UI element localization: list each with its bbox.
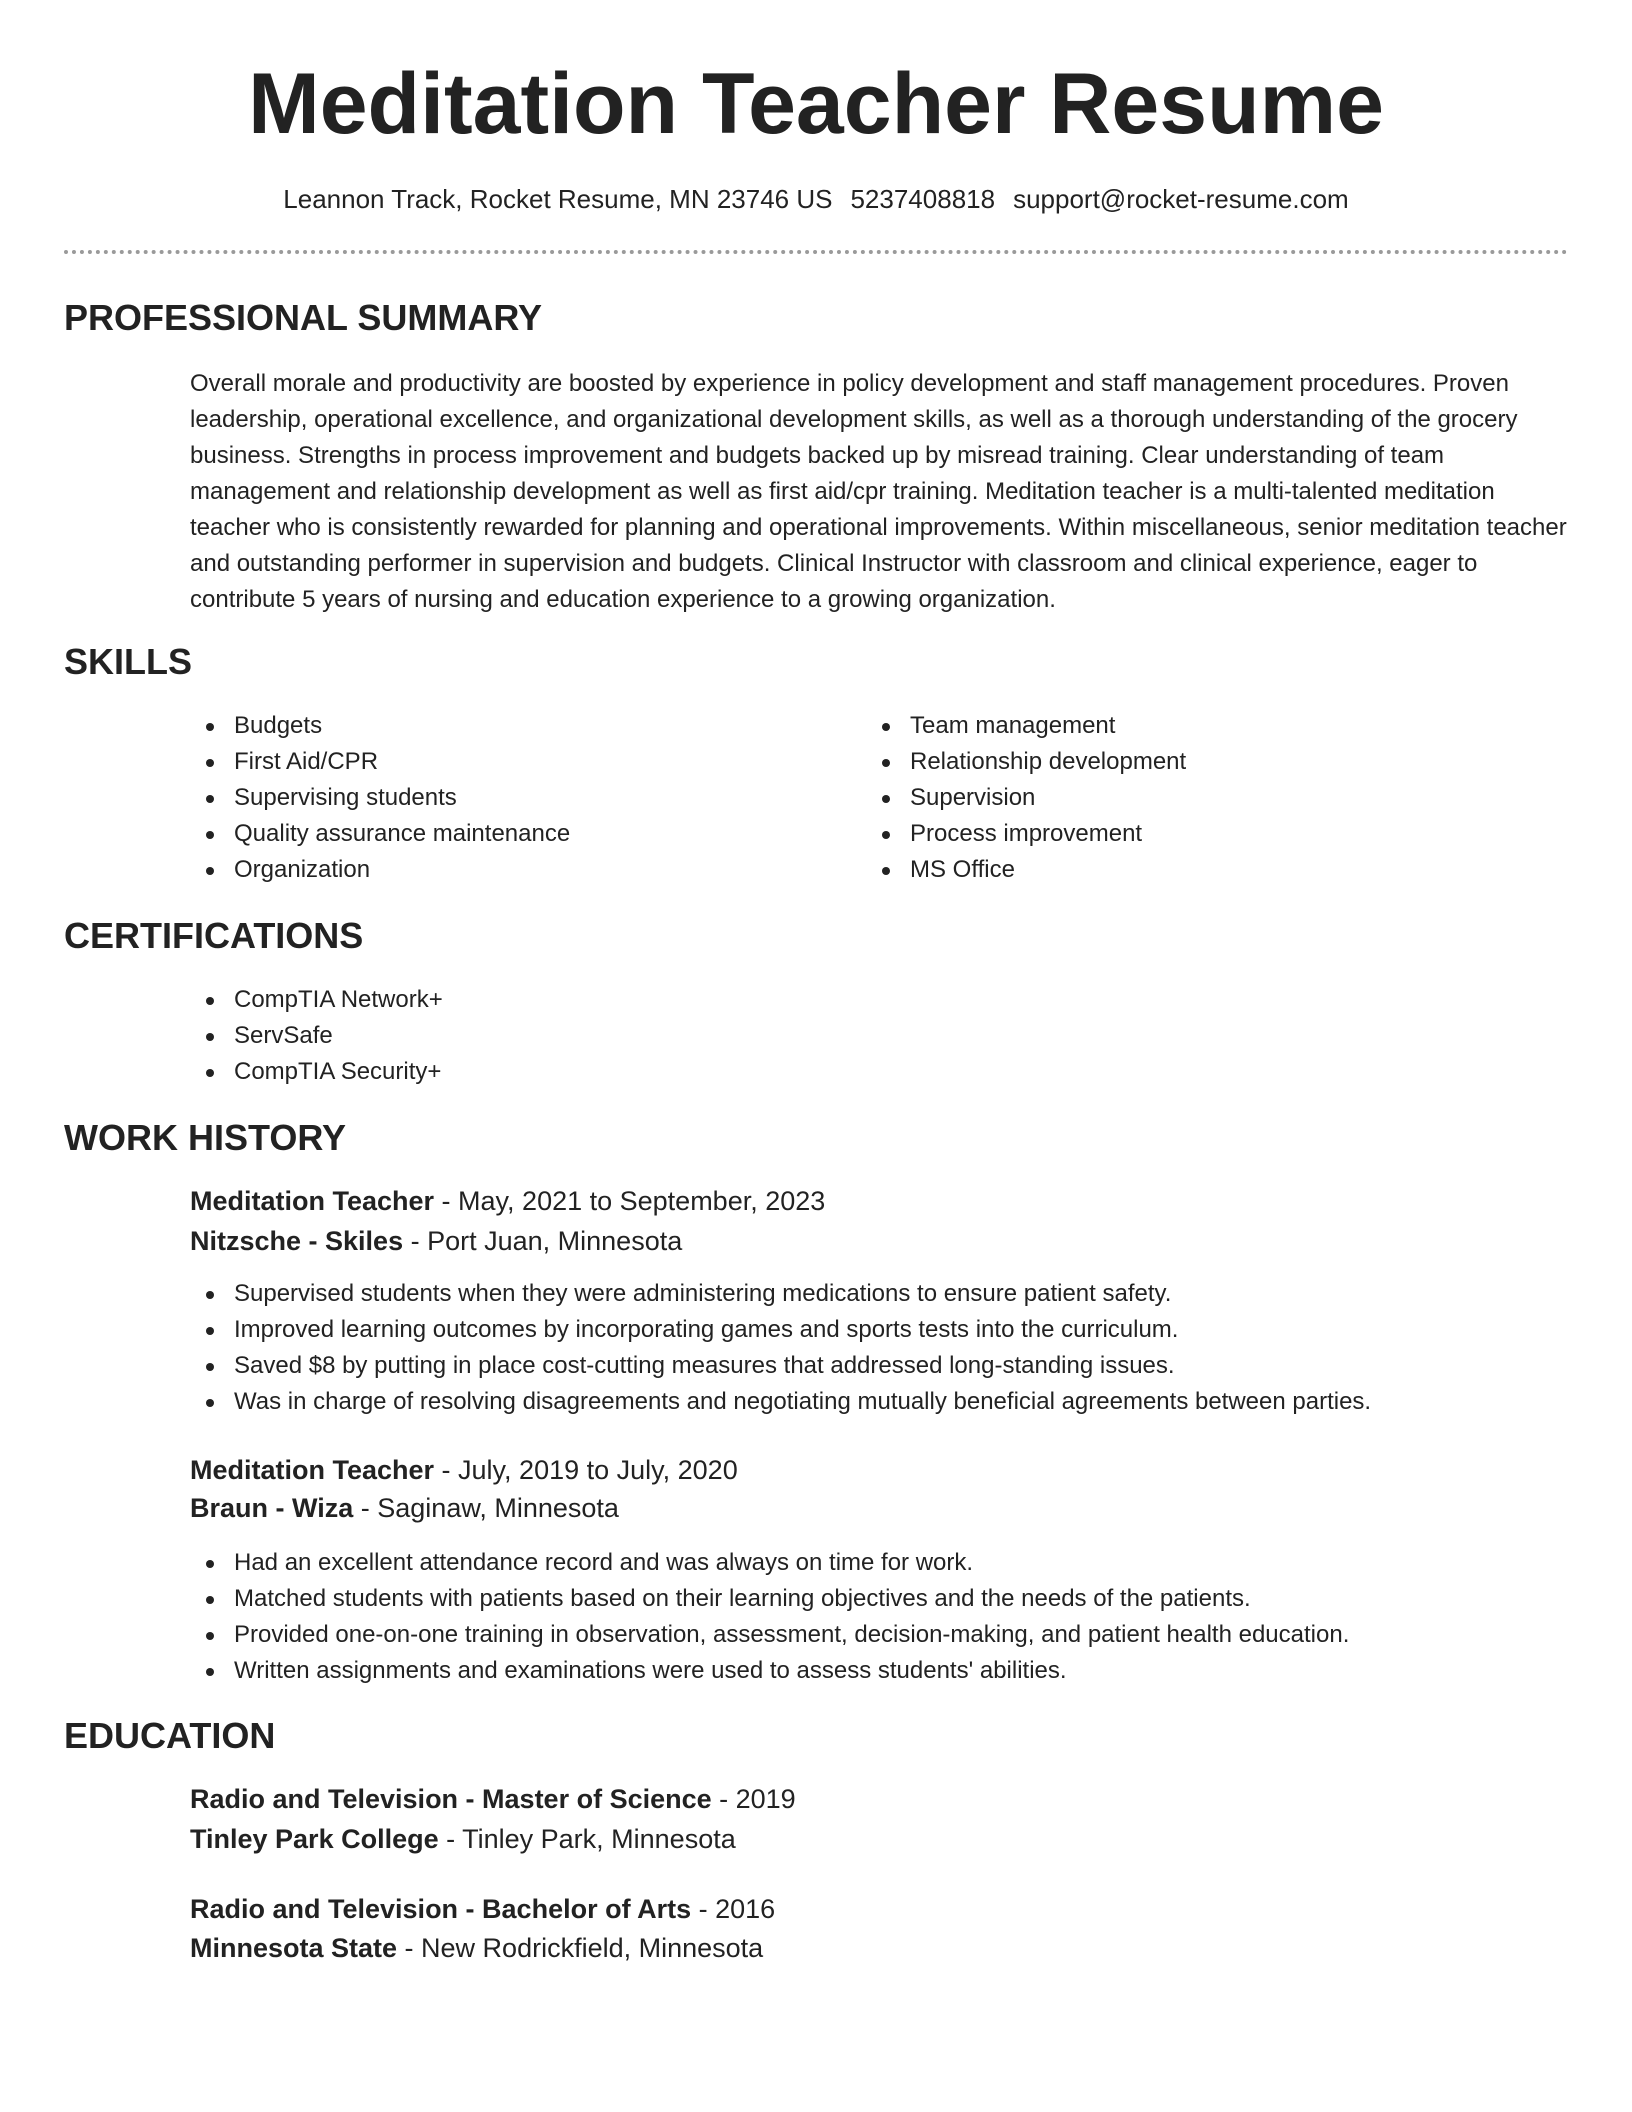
summary-text: Overall morale and productivity are boosted by experience in policy development and staff management procedures. Proven leadership, operational excellence, and organizational development skills, as well as a thorough understanding of the grocery business. Strengths in process improvement and budgets backed up by misread training. Clear understanding of team management and relationship development as well as first aid/cpr training. Meditation teacher is a multi-talented meditation teacher who is consistently rewarded for planning and operational improvements. Within miscellaneous, senior meditation teacher and outstanding performer in supervision and budgets. Clinical Instructor with classroom and clinical experience, eager to contribute 5 years of nursing and education experience to a growing organization.: [190, 370, 1567, 613]
skill-item: Quality assurance maintenance: [190, 816, 570, 852]
education-degree: Radio and Television - Bachelor of Arts: [190, 1894, 692, 1924]
education-heading: EDUCATION: [64, 1715, 276, 1756]
education-year: - 2019: [711, 1784, 796, 1814]
job-employer: Nitzsche - Skiles: [190, 1226, 404, 1256]
job-location: - Port Juan, Minnesota: [403, 1226, 683, 1256]
job-duty-item: Supervised students when they were administering medications to ensure patient safety.: [190, 1276, 1371, 1312]
skill-item: Supervision: [866, 780, 1186, 816]
education-degree: Radio and Television - Master of Science: [190, 1784, 712, 1814]
skill-item: Team management: [866, 708, 1186, 744]
job-duty-item: Improved learning outcomes by incorporating games and sports tests into the curriculum.: [190, 1312, 1371, 1348]
education-school: Tinley Park College: [190, 1824, 439, 1854]
skill-item: MS Office: [866, 852, 1186, 888]
job-title-line: [190, 1182, 825, 1220]
job-duty-item: Was in charge of resolving disagreements and negotiating mutually beneficial agreements between parties.: [190, 1384, 1371, 1420]
job-title: Meditation Teacher: [190, 1186, 435, 1216]
education-location: - New Rodrickfield, Minnesota: [397, 1933, 764, 1963]
resume-title: Meditation Teacher Resume: [248, 56, 1384, 152]
job-duty-item: Written assignments and examinations were used to assess students' abilities.: [190, 1653, 1349, 1689]
job-dates: - May, 2021 to September, 2023: [434, 1186, 826, 1216]
job-location: - Saginaw, Minnesota: [353, 1493, 619, 1523]
job-title-line: [190, 1451, 738, 1489]
job-duties-list: [190, 1545, 1349, 1689]
job-employer: Braun - Wiza: [190, 1493, 354, 1523]
skill-item: Process improvement: [866, 816, 1186, 852]
work-history-heading: WORK HISTORY: [64, 1117, 347, 1158]
certifications-list: [190, 982, 443, 1090]
education-location: - Tinley Park, Minnesota: [438, 1824, 736, 1854]
job-title: Meditation Teacher: [190, 1455, 435, 1485]
job-duty-item: Matched students with patients based on their learning objectives and the needs of the patients.: [190, 1581, 1349, 1617]
education-school: Minnesota State: [190, 1933, 398, 1963]
skills-list-right: [866, 708, 1186, 888]
contact-phone: 5237408818: [850, 184, 996, 214]
skill-item: Organization: [190, 852, 570, 888]
job-duty-item: Provided one-on-one training in observation, assessment, decision-making, and patient health education.: [190, 1617, 1349, 1653]
skill-item: Budgets: [190, 708, 570, 744]
job-employer-line: [190, 1489, 619, 1527]
skills-list-left: [190, 708, 570, 888]
job-duties-list: [190, 1276, 1371, 1420]
job-duty-item: Had an excellent attendance record and was always on time for work.: [190, 1545, 1349, 1581]
certification-item: ServSafe: [190, 1018, 443, 1054]
certification-item: CompTIA Security+: [190, 1054, 443, 1090]
skill-item: Supervising students: [190, 780, 570, 816]
skills-heading: SKILLS: [64, 641, 193, 682]
education-degree-line: [190, 1890, 775, 1928]
education-year: - 2016: [691, 1894, 776, 1924]
contact-address: Leannon Track, Rocket Resume, MN 23746 US: [283, 184, 833, 214]
contact-line: [0, 182, 1632, 216]
header-divider: [64, 250, 1568, 254]
education-school-line: [190, 1820, 736, 1858]
certification-item: CompTIA Network+: [190, 982, 443, 1018]
education-school-line: [190, 1929, 763, 1967]
skill-item: First Aid/CPR: [190, 744, 570, 780]
job-dates: - July, 2019 to July, 2020: [434, 1455, 738, 1485]
skill-item: Relationship development: [866, 744, 1186, 780]
education-degree-line: [190, 1780, 796, 1818]
job-employer-line: [190, 1222, 682, 1260]
summary-heading: PROFESSIONAL SUMMARY: [64, 297, 543, 338]
certifications-heading: CERTIFICATIONS: [64, 915, 364, 956]
contact-email: support@rocket-resume.com: [1013, 184, 1349, 214]
job-duty-item: Saved $8 by putting in place cost-cutting measures that addressed long-standing issues.: [190, 1348, 1371, 1384]
